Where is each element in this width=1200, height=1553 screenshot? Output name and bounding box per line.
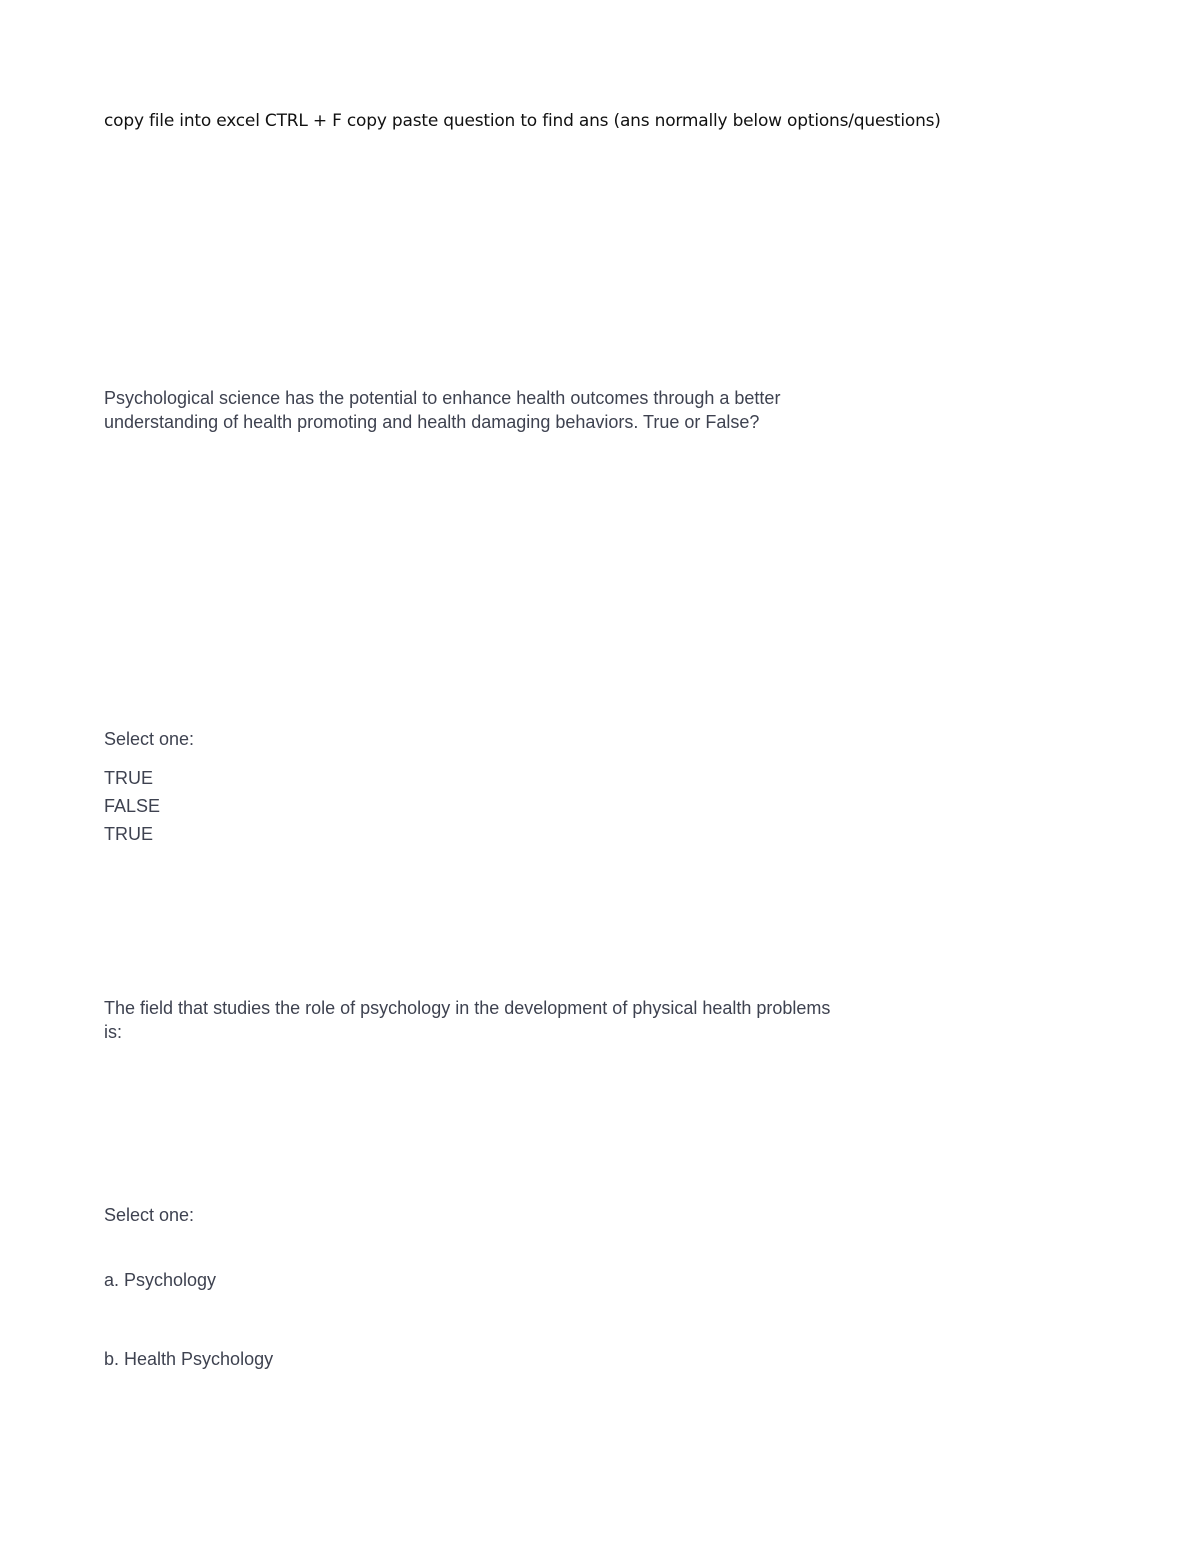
- question-1-option[interactable]: TRUE: [104, 824, 153, 844]
- question-1-select-prompt: Select one:: [104, 729, 195, 749]
- question-1-text-line-2: understanding of health promoting and health damaging behaviors. True or False?: [104, 412, 760, 432]
- question-2-text-line-1: The field that studies the role of psychology in the development of physical health problems: [104, 998, 831, 1018]
- question-2-text-line-2: is:: [104, 1022, 122, 1042]
- question-2-select-prompt: Select one:: [104, 1205, 195, 1225]
- question-1-option[interactable]: TRUE: [104, 768, 153, 788]
- question-1-text-line-1: Psychological science has the potential to enhance health outcomes through a better: [104, 388, 781, 408]
- question-2-option-a[interactable]: a. Psychology: [104, 1270, 217, 1290]
- question-1-option[interactable]: FALSE: [104, 796, 161, 816]
- question-2-option-b[interactable]: b. Health Psychology: [104, 1349, 274, 1369]
- instruction-note: copy file into excel CTRL + F copy paste question to find ans (ans normally below options/questions): [104, 111, 941, 131]
